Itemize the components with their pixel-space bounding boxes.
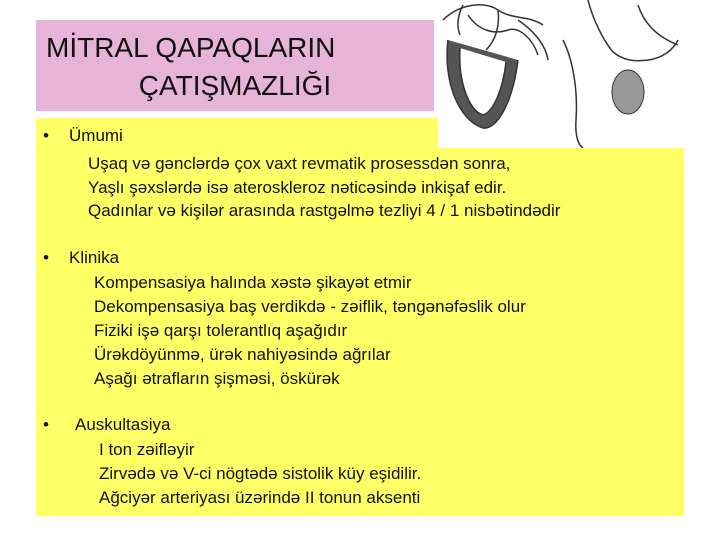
section-line: Yaşlı şəxslərdə isə ateroskleroz nəticəsində inkişaf edir.: [88, 178, 507, 197]
section-heading-auskultasiya: Auskultasiya: [75, 415, 171, 434]
title-box: [36, 20, 434, 111]
section-heading-klinika: Klinika: [69, 248, 120, 267]
section-line: I ton zəifləyir: [99, 440, 195, 459]
page-title-line-2: ÇATIŞMAZLIĞI: [138, 70, 332, 101]
section-line: Qadınlar və kişilər arasında rastgəlmə tezliyi 4 / 1 nisbətindədir: [88, 201, 561, 220]
section-line: Fiziki işə qarşı tolerantlıq aşağıdır: [94, 321, 348, 340]
bullet-marker: •: [43, 415, 49, 434]
section-line: Uşaq və gənclərdə çox vaxt revmatik prosessdən sonra,: [88, 154, 511, 173]
section-line: Kompensasiya halında xəstə şikayət etmir: [94, 273, 412, 292]
heart-anatomy-image: [438, 0, 684, 148]
section-line: Aşağı ətrafların şişməsi, öskürək: [94, 369, 340, 388]
page-title-line-1: MİTRAL QAPAQLARIN: [46, 32, 336, 63]
bullet-marker: •: [43, 126, 49, 145]
section-line: Zirvədə və V-ci nögtədə sistolik küy eşidilir.: [99, 464, 422, 483]
section-heading-umumi: Ümumi: [69, 126, 123, 145]
section-line: Ürəkdöyünmə, ürək nahiyəsində ağrılar: [94, 345, 391, 364]
heart-illustration: [438, 0, 684, 148]
bullet-marker: •: [43, 248, 49, 267]
section-line: Dekompensasiya baş verdikdə - zəiflik, təngənəfəslik olur: [94, 297, 526, 316]
section-line: Ağciyər arteriyası üzərində II tonun aksenti: [99, 488, 421, 507]
